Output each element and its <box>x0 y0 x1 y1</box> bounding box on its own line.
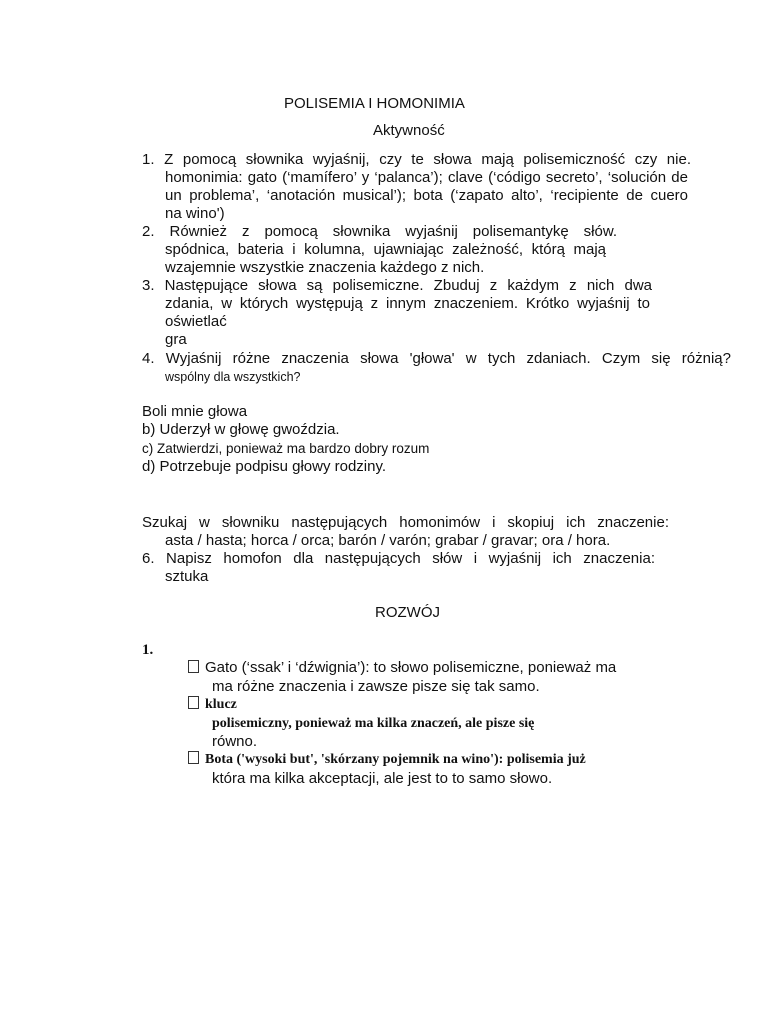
task-3-line-4: gra <box>165 331 187 348</box>
bullet-1-text: Gato (‘ssak’ i ‘dźwignia’): to słowo polisemiczne, ponieważ ma <box>205 659 617 676</box>
page-title: POLISEMIA I HOMONIMIA <box>284 95 465 112</box>
checkbox-icon <box>188 696 199 709</box>
checkbox-icon <box>188 751 199 764</box>
task-4-line-1: 4. Wyjaśnij różne znaczenia słowa 'głowa' w tych zdaniach. Czym się różnią? <box>142 350 731 367</box>
bullet-1-line-1 <box>188 659 616 677</box>
bullet-3-text: Bota ('wysoki but', 'skórzany pojemnik na wino'): polisemia już <box>205 752 586 767</box>
checkbox-icon <box>188 660 199 673</box>
development-number: 1. <box>142 642 154 658</box>
bullet-2-line-2: polisemiczny, ponieważ ma kilka znaczeń, ale pisze się <box>212 716 535 731</box>
page-subtitle: Aktywność <box>373 122 445 139</box>
sentence-a: Boli mnie głowa <box>142 403 248 420</box>
sentence-d: d) Potrzebuje podpisu głowy rodziny. <box>142 458 387 475</box>
sentence-b: b) Uderzył w głowę gwoździa. <box>142 421 340 438</box>
task-5-line-2: asta / hasta; horca / orca; barón / varón; grabar / gravar; ora / hora. <box>165 532 611 549</box>
bullet-2-line-1 <box>188 696 237 714</box>
task-5-line-1: Szukaj w słowniku następujących homonimów i skopiuj ich znaczenie: <box>142 514 669 531</box>
task-1-line-1: 1. Z pomocą słownika wyjaśnij, czy te słowa mają polisemiczność czy nie. <box>142 151 691 168</box>
task-2-line-1: 2. Również z pomocą słownika wyjaśnij polisemantykę słów. <box>142 223 617 240</box>
task-2-line-2: spódnica, bateria i kolumna, ujawniając zależność, którą mają <box>165 241 606 258</box>
bullet-3-line-1 <box>188 751 586 769</box>
task-2-line-3: wzajemnie wszystkie znaczenia każdego z nich. <box>165 259 485 276</box>
sentence-c: c) Zatwierdzi, ponieważ ma bardzo dobry rozum <box>142 441 430 456</box>
task-6-line-2: sztuka <box>165 568 209 585</box>
bullet-2-line-3: równo. <box>212 733 258 750</box>
task-3-line-2: zdania, w których występują z innym znaczeniem. Krótko wyjaśnij to <box>165 295 650 312</box>
bullet-3-line-2: która ma kilka akceptacji, ale jest to to samo słowo. <box>212 770 553 787</box>
task-1-line-4: na wino') <box>165 205 225 222</box>
development-heading: ROZWÓJ <box>375 604 440 621</box>
task-1-line-2: homonimia: gato (‘mamífero’ y ‘palanca’); clave (‘código secreto’, ‘solución de <box>165 169 688 186</box>
bullet-1-line-2: ma różne znaczenia i zawsze pisze się tak samo. <box>212 678 540 695</box>
bullet-2-text: klucz <box>205 697 237 712</box>
task-3-line-3: oświetlać <box>165 313 227 330</box>
task-4-line-2: wspólny dla wszystkich? <box>165 370 301 384</box>
task-6-line-1: 6. Napisz homofon dla następujących słów i wyjaśnij ich znaczenia: <box>142 550 655 567</box>
task-3-line-1: 3. Następujące słowa są polisemiczne. Zbuduj z każdym z nich dwa <box>142 277 652 294</box>
task-1-line-3: un problema’, ‘anotación musical’); bota (‘zapato alto’, ‘recipiente de cuero <box>165 187 688 204</box>
